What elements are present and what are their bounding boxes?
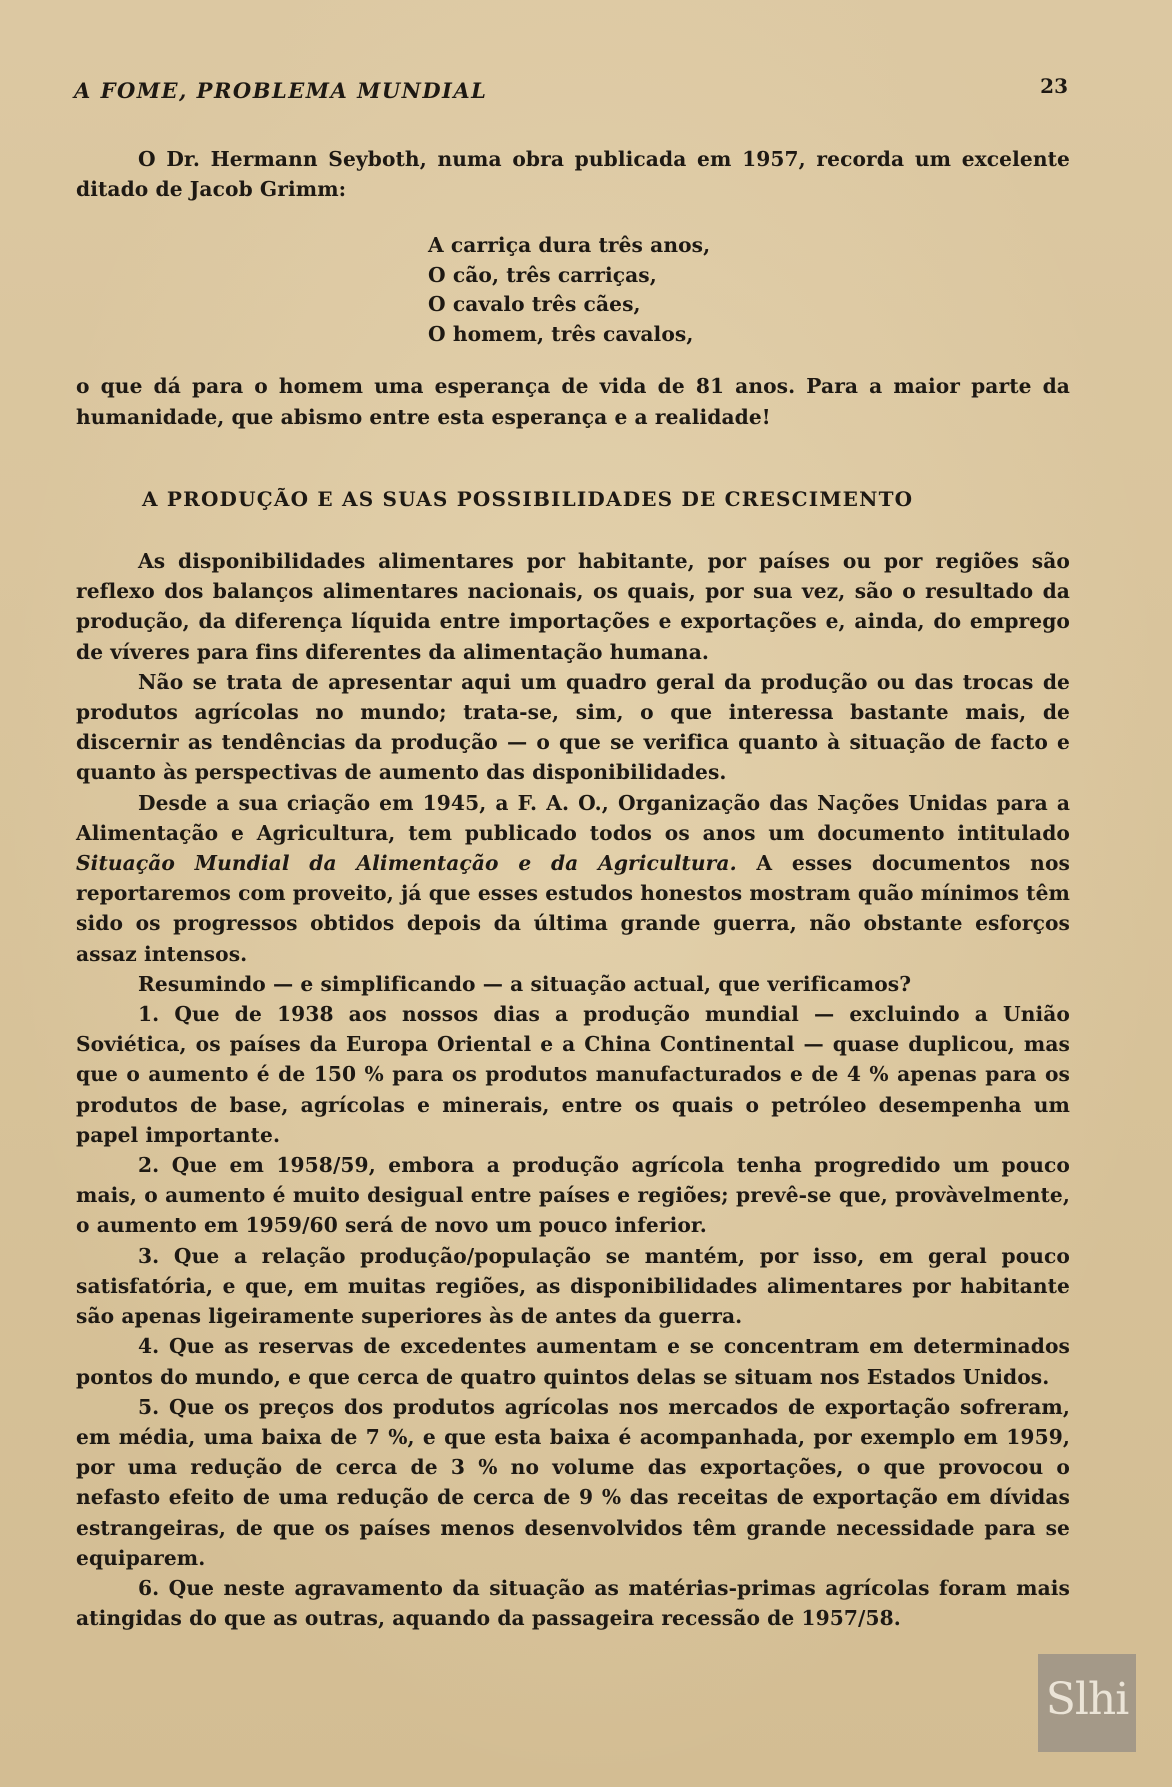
list-item: 6. Que neste agravamento da situação as matérias-primas agrícolas foram mais atingidas do que as outras, aquando da passageira recessão de 1957/58. xyxy=(76,1575,1070,1631)
running-head: A FOME, PROBLEMA MUNDIAL xyxy=(74,78,488,103)
body-text xyxy=(76,144,1070,1633)
poem-line: O homem, três cavalos, xyxy=(428,321,694,346)
library-watermark-logo xyxy=(1038,1654,1136,1752)
fao-paragraph xyxy=(76,788,1070,969)
fao-text-before: Desde a sua criação em 1945, a F. A. O., Organização das Nações Unidas para a Alimentação e Agricultura, tem publicado todos os anos um documento intitulado xyxy=(76,790,1070,845)
list-item: 2. Que em 1958/59, embora a produção agrícola tenha progredido um pouco mais, o aumento é muito desigual entre países e regiões; prevê-se que, provàvelmente, o aumento em 1959/60 será de novo um pouco inferior. xyxy=(76,1153,1070,1238)
poem-line: A carriça dura três anos, xyxy=(428,233,711,258)
paragraph: Não se trata de apresentar aqui um quadro geral da produção ou das trocas de produtos agrícolas no mundo; trata-se, sim, o que interessa bastante mais, de discernir as tendências da produção — o que se verifica quanto à situação de facto e quanto às perspectivas de aumento das disponibilidades. xyxy=(76,669,1070,785)
section-heading: A PRODUÇÃO E AS SUAS POSSIBILIDADES DE CRESCIMENTO xyxy=(142,486,914,511)
poem-line: O cão, três carriças, xyxy=(428,262,657,287)
summary-intro: Resumindo — e simplificando — a situação actual, que verificamos? xyxy=(138,971,912,996)
page-header xyxy=(74,74,1068,108)
list-item: 5. Que os preços dos produtos agrícolas nos mercados de exportação sofreram, em média, uma baixa de 7 %, e que esta baixa é acompanhada, por exemplo em 1959, por uma redução de cerca de 3 % no volume das exportações, o que provocou o nefasto efeito de uma redução de cerca de 9 % das receitas de exportação em dívidas estrangeiras, de que os países menos desenvolvidos têm grande necessidade para se equiparem. xyxy=(76,1394,1070,1570)
paragraph: As disponibilidades alimentares por habitante, por países ou por regiões são reflexo dos balanços alimentares nacionais, os quais, por sua vez, são o resultado da produção, da diferença líquida entre importações e exportações e, ainda, do emprego de víveres para fins diferentes da alimentação humana. xyxy=(76,549,1070,664)
poem-line: O cavalo três cães, xyxy=(428,292,641,317)
watermark-text: Slhi xyxy=(1045,1674,1129,1725)
list-item: 1. Que de 1938 aos nossos dias a produção mundial — excluindo a União Soviética, os países da Europa Oriental e a China Continental — quase duplicou, mas que o aumento é de 150 % para os produtos manufacturados e de 4 % apenas para os produtos de base, agrícolas e minerais, entre os quais o petróleo desempenha um papel importante. xyxy=(76,1002,1070,1147)
intro-paragraph: O Dr. Hermann Seyboth, numa obra publicada em 1957, recorda um excelente ditado de Jacob Grimm: xyxy=(76,147,1070,202)
list-item: 4. Que as reservas de excedentes aumentam e se concentram em determinados pontos do mundo, e que cerca de quatro quintos delas se situam nos Estados Unidos. xyxy=(76,1334,1070,1389)
list-item: 3. Que a relação produção/população se mantém, por isso, em geral pouco satisfatória, e que, em muitas regiões, as disponibilidades alimentares por habitante são apenas ligeiramente superiores às de antes da guerra. xyxy=(76,1243,1070,1329)
fao-text-after: A esses documentos nos reportaremos com proveito, já que esses estudos honestos mostram quão mínimos têm sido os progressos obtidos depois da última grande guerra, não obstante esforços assaz intensos. xyxy=(76,851,1070,966)
page-number: 23 xyxy=(1040,74,1068,98)
poem-quote xyxy=(428,231,1070,349)
after-poem-paragraph: o que dá para o homem uma esperança de vida de 81 anos. Para a maior parte da humanidade, que abismo entre esta esperança e a realidade! xyxy=(76,374,1070,429)
publication-title: Situação Mundial da Alimentação e da Agricultura. xyxy=(76,851,737,876)
